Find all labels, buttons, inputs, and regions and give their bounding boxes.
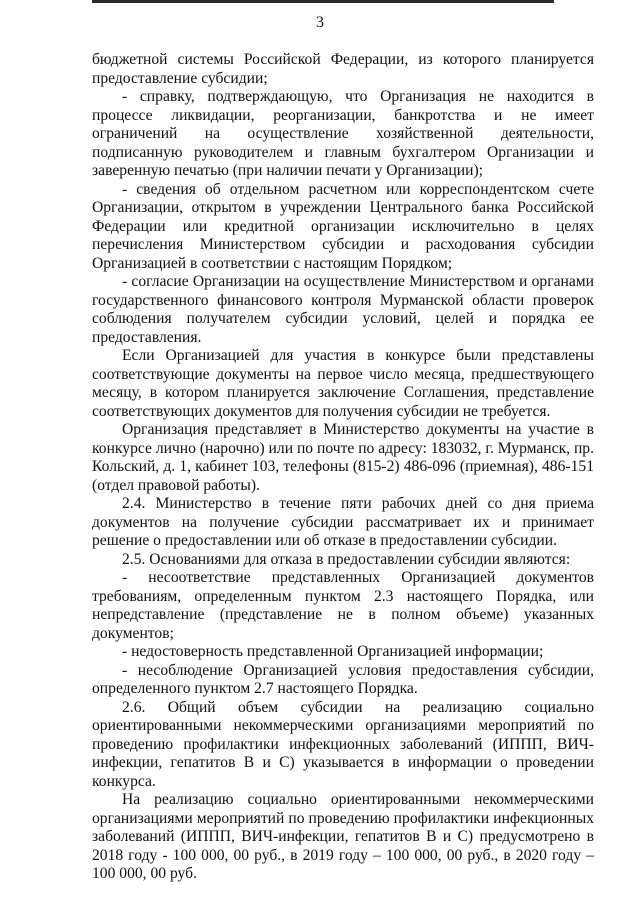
paragraph-refusal-inaccuracy: - недостоверность представленной Организацией информации; <box>122 643 544 660</box>
paragraph-refusal-conditions: - несоблюдение Организацией условия предоставления субсидии, определенного пунктом 2.7 настоящего Порядка. <box>92 661 594 697</box>
paragraph-submission-address: Организация представляет в Министерство документы на участие в конкурсе лично (нарочно) или по почте по адресу: 183032, г. Мурманск, пр. Кольский, д. 1, кабинет 103, телефоны (815-2) 486-096 (приемная), 486-151 (отдел правовой работы). <box>92 421 594 494</box>
scan-top-edge <box>92 0 554 3</box>
paragraph-bank-account-info: - сведения об отдельном расчетном или корреспондентском счете Организации, открытом в учреждении Центрального банка Российской Федерации или кредитной организации исключительно в целях перечисления Министерством субсидии и расходования субсидии Организацией в соответствии с настоящим Порядком; <box>92 180 594 272</box>
paragraph-section-2-4: 2.4. Министерство в течение пяти рабочих дней со дня приема документов на получение субсидии рассматривает их и принимает решение о предоставлении или об отказе в предоставлении субсидии. <box>92 495 594 549</box>
paragraph-liquidation-certificate: - справку, подтверждающую, что Организация не находится в процессе ликвидации, реорганизации, банкротства и не имеет ограничений на осуществление хозяйственной деятельности, подписанную руководителем и главным бухгалтером Организации и заверенную печатью (при наличии печати у Организации); <box>92 88 594 179</box>
paragraph-section-2-6: 2.6. Общий объем субсидии на реализацию социально ориентированными некоммерческими организациями мероприятий по проведению профилактики инфекционных заболеваний (ИППП, ВИЧ-инфекции, гепатитов В и С) указывается в информации о проведении конкурса. <box>92 698 594 790</box>
document-body <box>92 51 594 884</box>
page-number: 3 <box>316 14 324 31</box>
paragraph-documents-previously-submitted: Если Организацией для участия в конкурсе были представлены соответствующие документы на первое число месяца, предшествующего месяцу, в котором планируется заключение Соглашения, представление соответствующих документов для получения субсидии не требуется. <box>92 347 594 420</box>
paragraph-refusal-noncompliance: - несоответствие представленных Организацией документов требованиям, определенным пунктом 2.3 настоящего Порядка, или непредставление (представление не в полном объеме) указанных документов; <box>92 569 594 642</box>
paragraph-funding-amounts: На реализацию социально ориентированными некоммерческими организациями мероприятий по проведению профилактики инфекционных заболеваний (ИППП, ВИЧ-инфекции, гепатитов В и С) предусмотрено в 2018 году - 100 000, 00 руб., в 2019 году – 100 000, 00 руб., в 2020 году – 100 000, 00 руб. <box>92 791 594 882</box>
paragraph-audit-consent: - согласие Организации на осуществление Министерством и органами государственного финансового контроля Мурманской области проверок соблюдения получателем субсидии условий, целей и порядка ее предоставления. <box>92 273 594 346</box>
paragraph-budget-system: бюджетной системы Российской Федерации, из которого планируется предоставление субсидии; <box>92 51 594 87</box>
paragraph-section-2-5: 2.5. Основаниями для отказа в предоставлении субсидии являются: <box>122 550 571 568</box>
